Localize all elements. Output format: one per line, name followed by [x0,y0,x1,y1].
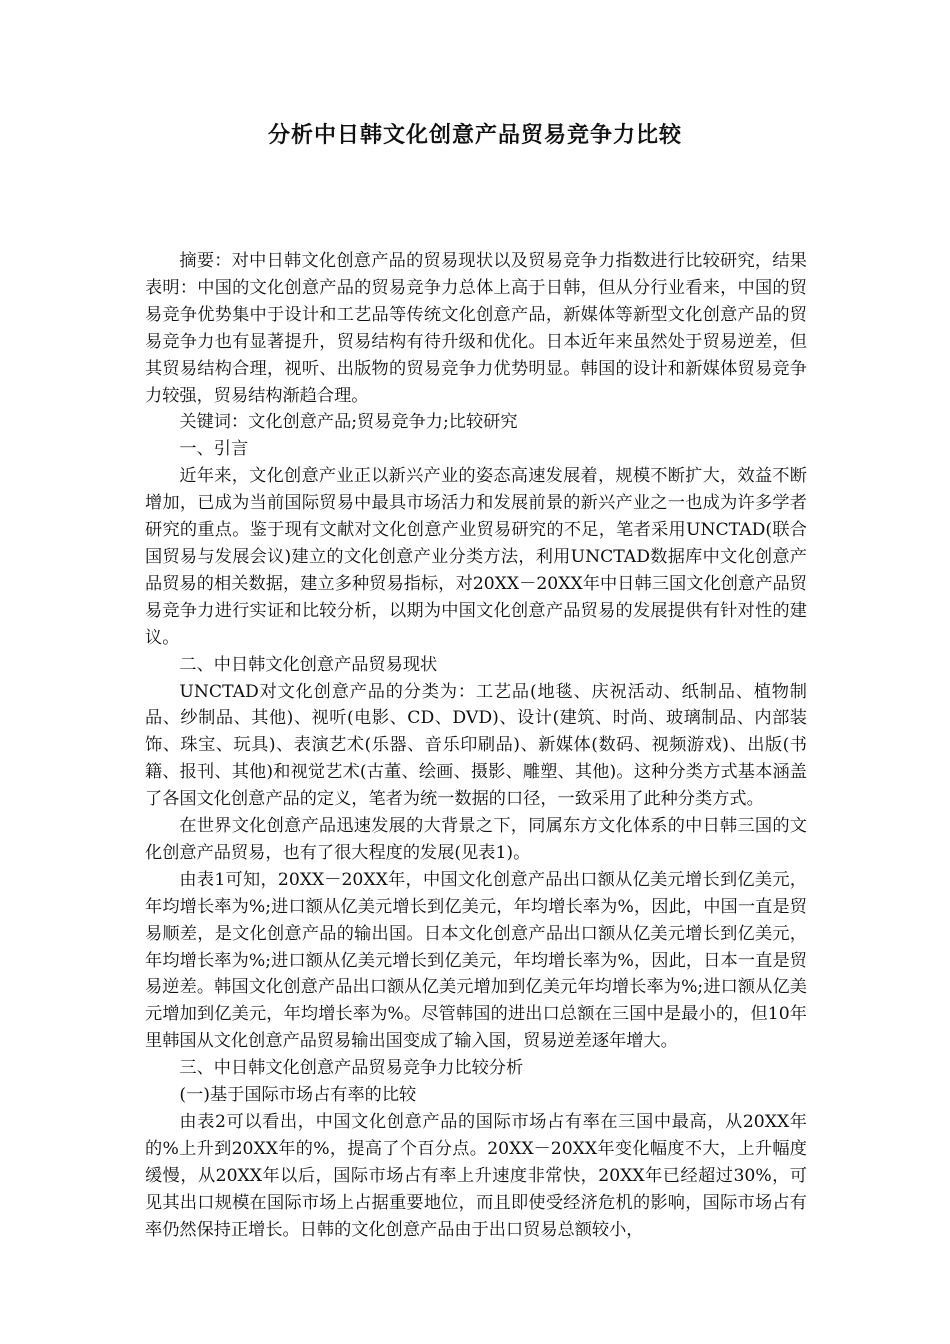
document-body [145,248,807,1244]
section2-paragraph-2: 在世界文化创意产品迅速发展的大背景之下，同属东方文化体系的中日韩三国的文化创意产品贸易，也有了很大程度的发展(见表1)。 [145,816,807,863]
section3-subheading: (一)基于国际市场占有率的比较 [179,1085,417,1106]
abstract-paragraph: 摘要：对中日韩文化创意产品的贸易现状以及贸易竞争力指数进行比较研究，结果表明：中国的文化创意产品的贸易竞争力总体上高于日韩，但从分行业看来，中国的贸易竞争优势集中于设计和工艺品等传统文化创意产品，新媒体等新型文化创意产品的贸易竞争力也有显著提升，贸易结构有待升级和优化。日本近年来虽然处于贸易逆差，但其贸易结构合理，视听、出版物的贸易竞争力优势明显。韩国的设计和新媒体贸易竞争力较强，贸易结构渐趋合理。 [145,251,807,406]
keywords-line: 关键词：文化创意产品;贸易竞争力;比较研究 [179,412,518,433]
section2-paragraph-1: UNCTAD对文化创意产品的分类为：工艺品(地毯、庆祝活动、纸制品、植物制品、纱制品、其他)、视听(电影、CD、DVD)、设计(建筑、时尚、玻璃制品、内部装饰、珠宝、玩具)、表演艺术(乐器、音乐印刷品)、新媒体(数码、视频游戏)、出版(书籍、报刊、其他)和视觉艺术(古董、绘画、摄影、雕塑、其他)。这种分类方式基本涵盖了各国文化创意产品的定义，笔者为统一数据的口径，一致采用了此种分类方式。 [145,681,807,810]
section1-paragraph: 近年来，文化创意产业正以新兴产业的姿态高速发展着，规模不断扩大，效益不断增加，已成为当前国际贸易中最具市场活力和发展前景的新兴产业之一也成为许多学者研究的重点。鉴于现有文献对文化创意产业贸易研究的不足，笔者采用UNCTAD(联合国贸易与发展会议)建立的文化创意产业分类方法，利用UNCTAD数据库中文化创意产品贸易的相关数据，建立多种贸易指标，对20XX－20XX年中日韩三国文化创意产品贸易竞争力进行实证和比较分析，以期为中国文化创意产品贸易的发展提供有针对性的建议。 [145,466,807,648]
section3-heading: 三、中日韩文化创意产品贸易竞争力比较分析 [179,1058,524,1079]
section1-heading: 一、引言 [179,439,249,460]
document-title: 分析中日韩文化创意产品贸易竞争力比较 [267,123,682,148]
section2-heading: 二、中日韩文化创意产品贸易现状 [179,654,438,675]
section2-paragraph-3: 由表1可知，20XX－20XX年，中国文化创意产品出口额从亿美元增长到亿美元，年均增长率为%;进口额从亿美元增长到亿美元，年均增长率为%，因此，中国一直是贸易顺差，是文化创意产品的输出国。日本文化创意产品出口额从亿美元增长到亿美元，年均增长率为%;进口额从亿美元增长到亿美元，年均增长率为%，因此，日本一直是贸易逆差。韩国文化创意产品出口额从亿美元增加到亿美元年均增长率为%;进口额从亿美元增加到亿美元，年均增长率为%。尽管韩国的进出口总额在三国中是最小的，但10年里韩国从文化创意产品贸易输出国变成了输入国，贸易逆差逐年增大。 [145,869,807,1052]
section3-paragraph-1: 由表2可以看出，中国文化创意产品的国际市场占有率在三国中最高，从20XX年的%上升到20XX年的%，提高了个百分点。20XX－20XX年变化幅度不大，上升幅度缓慢，从20XX年以后，国际市场占有率上升速度非常快，20XX年已经超过30%，可见其出口规模在国际市场上占据重要地位，而且即使受经济危机的影响，国际市场占有率仍然保持正增长。日韩的文化创意产品由于出口贸易总额较小， [145,1112,807,1240]
